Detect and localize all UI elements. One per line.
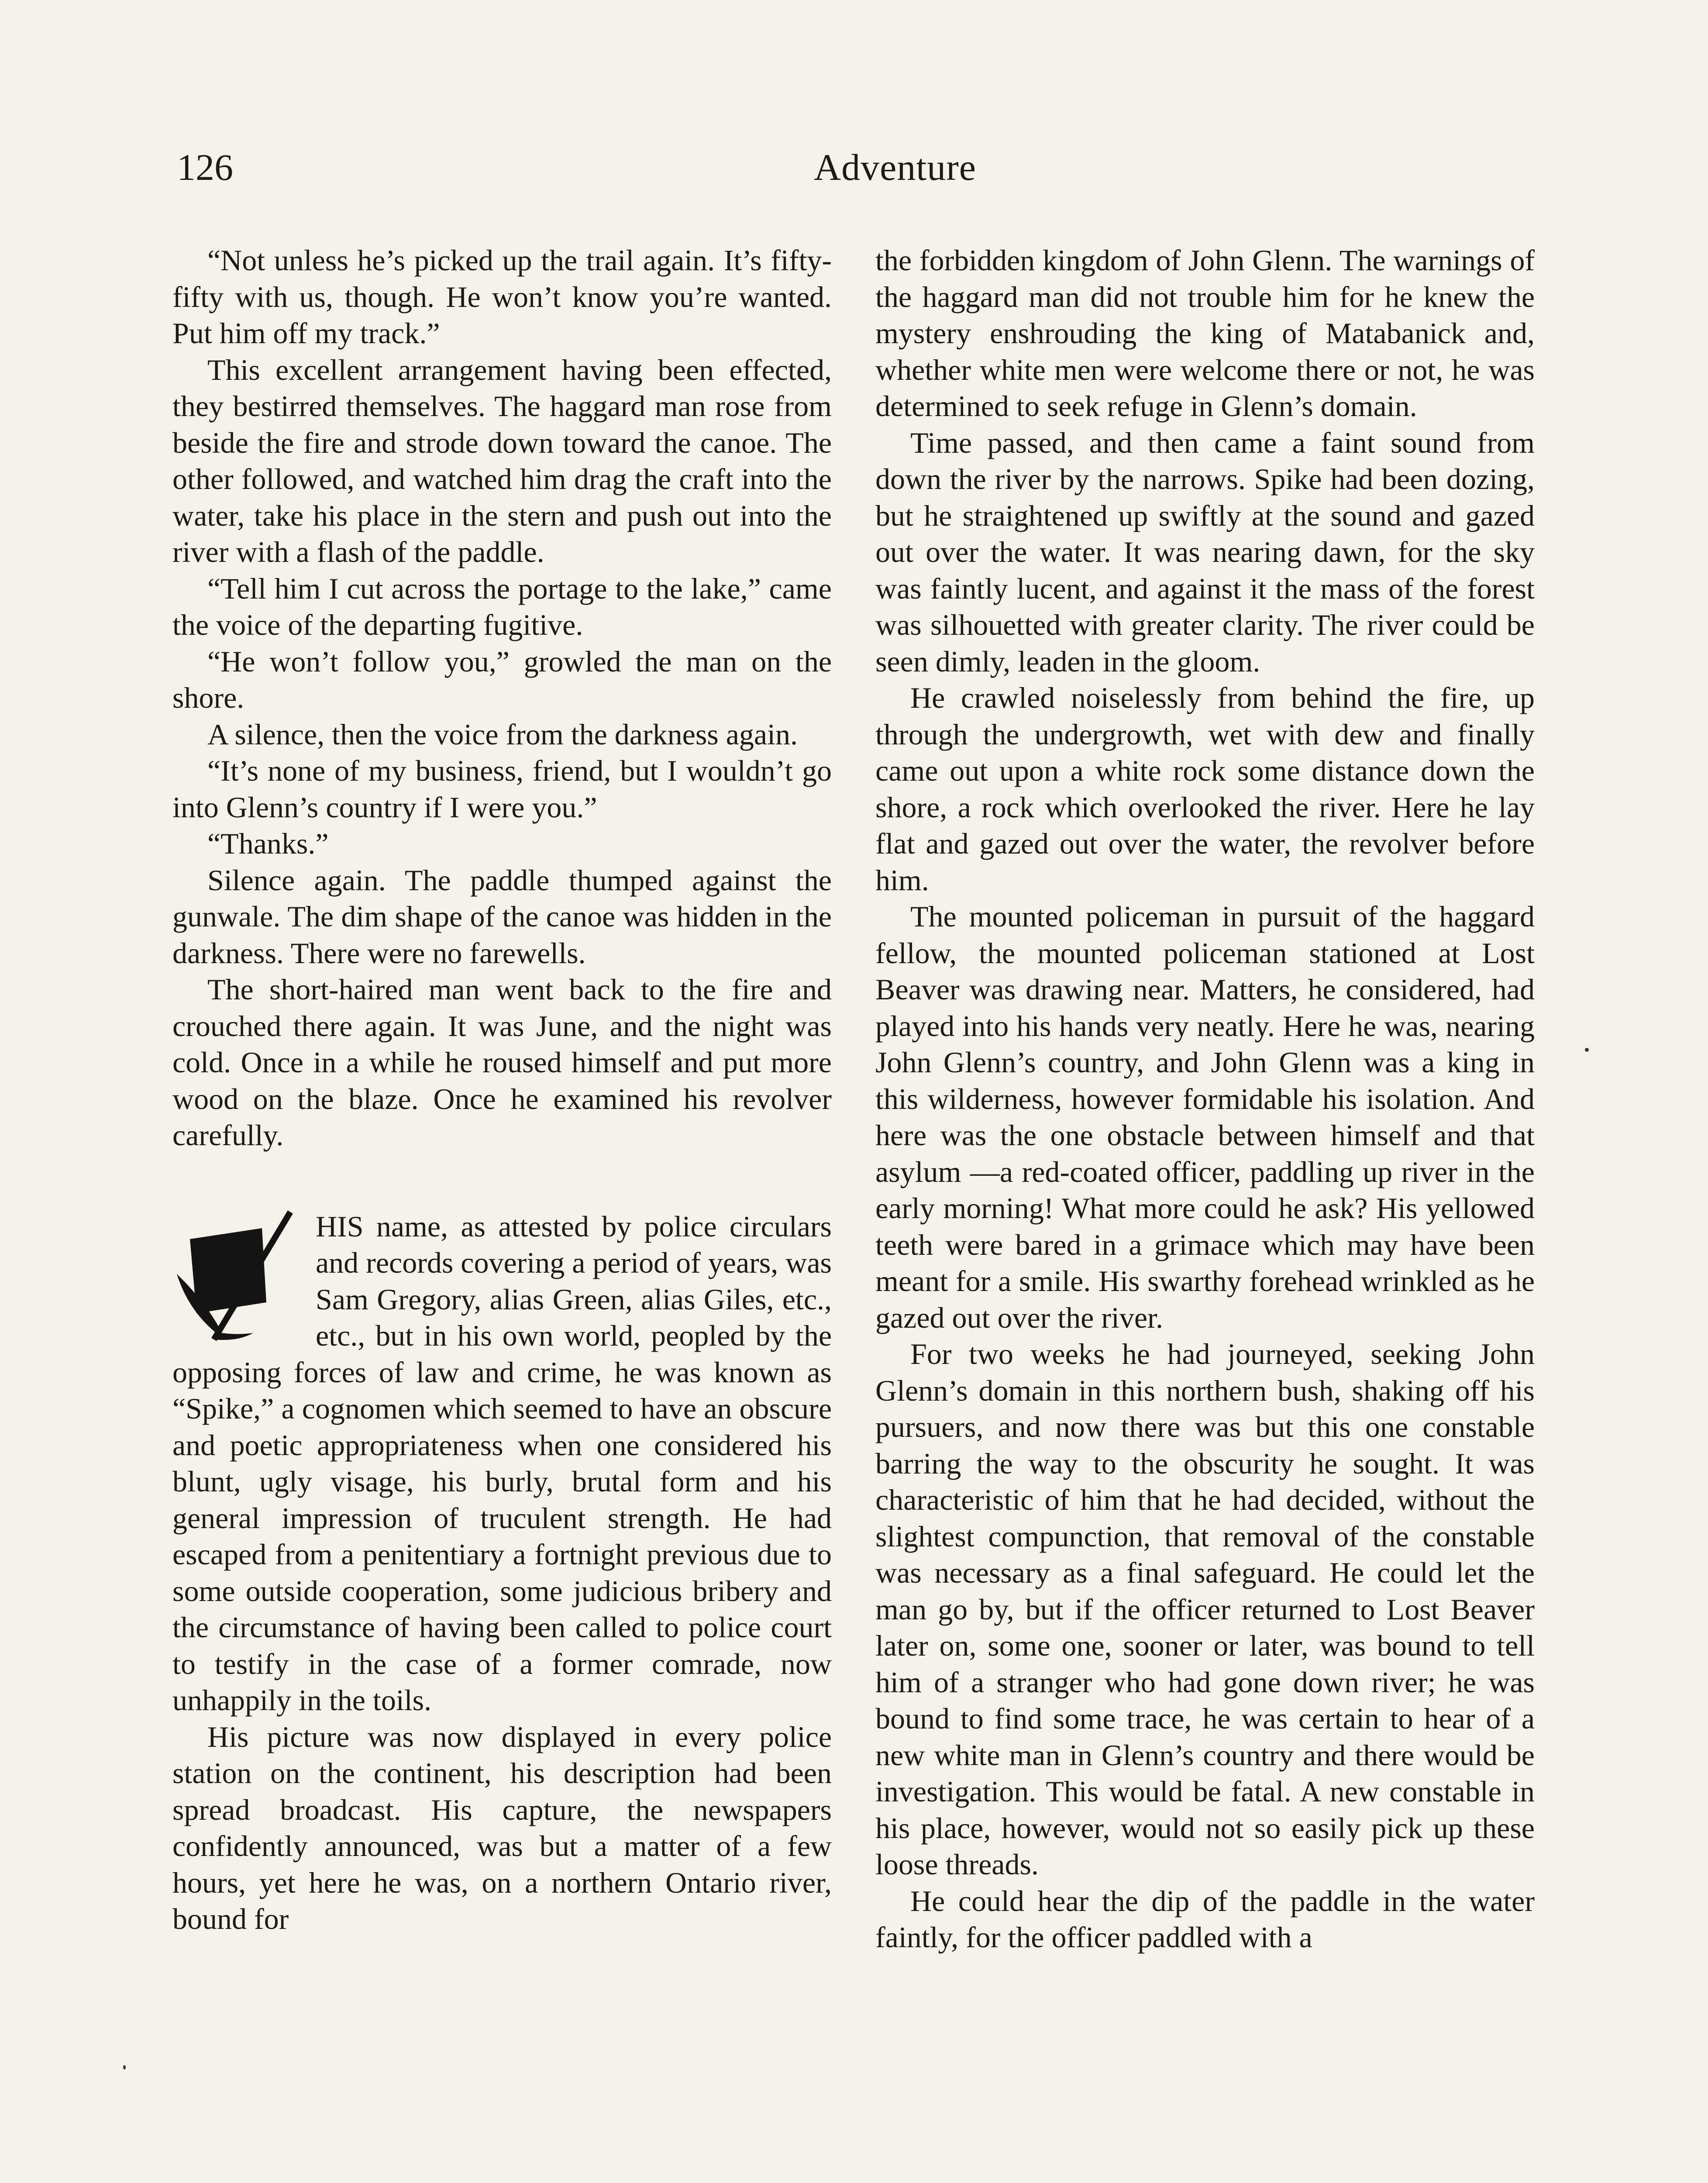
paragraph: The short-haired man went back to the fire and crouched there again. It was June, and the night was cold. Once in a while he roused himself and put more wood on the blaze. Once he examined his revolver carefully. [172,973,832,1152]
right-column [875,242,1535,1956]
running-title: Adventure [814,146,976,188]
paragraph: He crawled noiselessly from behind the fire, up through the undergrowth, wet with dew and finally came out upon a white rock some distance down the shore, a rock which overlooked the river. Here he lay flat and gazed out over the water, the revolver before him. [875,681,1535,897]
ink-speck [1585,1048,1589,1052]
paragraph: Time passed, and then came a faint sound from down the river by the narrows. Spike had been dozing, but he straightened up swiftly at the sound and gazed out over the water. It was nearing dawn, for the sky was faintly lucent, and against it the mass of the forest was silhouetted with greater clarity. The river could be seen dimly, leaden in the gloom. [875,426,1535,678]
paragraph: “He won’t follow you,” growled the man on the shore. [172,644,832,714]
paragraph: For two weeks he had journeyed, seeking John Glenn’s domain in this northern bush, shaking off his pursuers, and now there was but this one constable barring the way to the obscurity he sought. It was characteristic of him that he had decided, without the slightest compunction, that removal of the constable was necessary as a final safeguard. He could let the man go by, but if the officer returned to Lost Beaver later on, some one, sooner or later, was bound to tell him of a stranger who had gone down river; he was bound to find some trace, he was certain to hear of a new white man in Glenn’s country and there would be investigation. This would be fatal. A new constable in his place, however, would not so easily pick up these loose threads. [875,1337,1535,1881]
page-number: 126 [177,146,233,188]
section-break [172,1209,832,1719]
paragraph: “Thanks.” [207,827,329,860]
paragraph: Silence again. The paddle thumped against the gunwale. The dim shape of the canoe was hidden in the darkness. There were no farewells. [172,863,832,970]
paragraph: “It’s none of my business, friend, but I wouldn’t go into Glenn’s country if I were you.” [172,754,832,824]
pickaxe-block-dropcap-icon [172,1209,303,1353]
paragraph: A silence, then the voice from the darkness again. [207,717,798,751]
paragraph: His picture was now displayed in every police station on the continent, his description had been spread broadcast. His capture, the newspapers confidently announced, was but a matter of a few hours, yet here he was, on a northern Ontario river, bound for [172,1720,832,1935]
paragraph: “Not unless he’s picked up the trail again. It’s fifty-fifty with us, though. He won’t know you’re wanted. Put him off my track.” [172,244,832,350]
paragraph: This excellent arrangement having been effected, they bestirred themselves. The haggard man rose from beside the fire and strode down toward the canoe. The other followed, and watched him drag the craft into the water, take his place in the stern and push out into the river with a flash of the paddle. [172,353,832,568]
left-column [172,242,832,1938]
dropcap-paragraph: HIS name, as attested by police circulars and records covering a period of years, was Sam Gregory, alias Green, alias Giles, etc., etc., but in his own world, peopled by the opposing forces of law and crime, he was known as “Spike,” a cognomen which seemed to have an obscure and poetic appropriateness when one considered his blunt, ugly visage, his burly, brutal form and his general impression of truculent strength. He had escaped from a penitentiary a fortnight previous due to some outside cooperation, some judicious bribery and the circumstance of having been called to police court to testify in the case of a former comrade, now unhappily in the toils. [172,1209,832,1717]
paragraph: The mounted policeman in pursuit of the haggard fellow, the mounted policeman stationed at Lost Beaver was drawing near. Matters, he considered, had played into his hands very neatly. Here he was, nearing John Glenn’s country, and John Glenn was a king in this wilderness, however formidable his isolation. And here was the one obstacle between himself and that asylum —a red-coated officer, paddling up river in the early morning! What more could he ask? His yellowed teeth were bared in a grimace which may have been meant for a smile. His swarthy forehead wrinkled as he gazed out over the river. [875,900,1535,1334]
continued-paragraph: the forbidden kingdom of John Glenn. The warnings of the haggard man did not trouble him for he knew the mystery enshrouding the king of Matabanick and, whether white men were welcome there or not, he was determined to seek refuge in Glenn’s domain. [875,244,1535,423]
ink-speck [123,2065,126,2069]
paragraph: He could hear the dip of the paddle in the water faintly, for the officer paddled with a [875,1884,1535,1954]
paragraph: “Tell him I cut across the portage to the lake,” came the voice of the departing fugitive. [172,572,832,641]
